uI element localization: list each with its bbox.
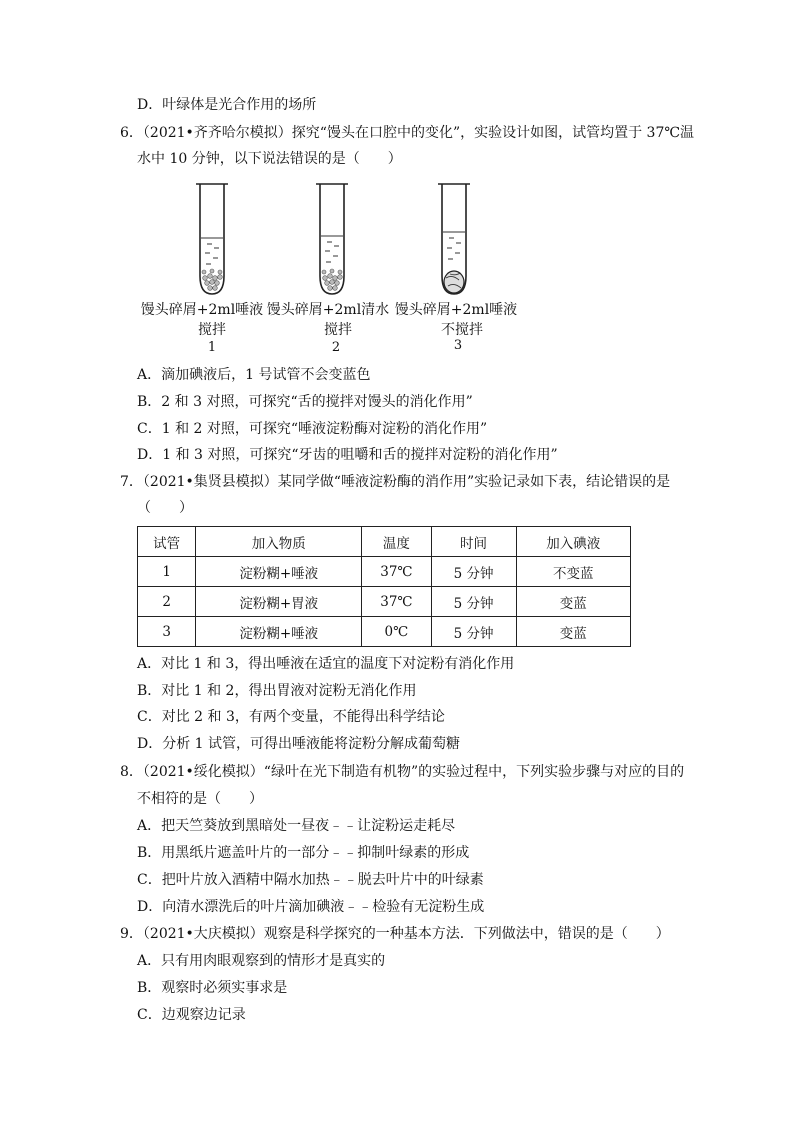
q9-option-c: C．边观察边记录 [137,1007,246,1023]
q9-stem-line1: 9．（2021•大庆模拟）观察是科学探究的一种基本方法．下列做法中，错误的是（ ） [120,926,670,942]
tube-3-caption-2: 不搅拌 [441,322,483,338]
tube-3-caption: 馒头碎屑+2ml唾液 [394,302,518,318]
table-cell: 5 分钟 [431,557,516,587]
q6-stem-line2: 水中 10 分钟，以下说法错误的是（ ） [137,151,402,167]
table-header: 时间 [431,527,516,557]
table-cell: 5 分钟 [431,587,516,617]
table-cell: 37℃ [362,587,431,617]
table-cell: 1 [138,557,196,587]
tube-1-number: 1 [207,340,217,355]
q6-stem-line1: 6．（2021•齐齐哈尔模拟）探究“馒头在口腔中的变化”，实验设计如图，试管均置于 37℃温 [120,125,695,141]
table-cell: 淀粉糊+唾液 [196,557,362,587]
table-header: 加入碘液 [516,527,630,557]
q5-option-d: D．叶绿体是光合作用的场所 [137,97,317,113]
q7-option-a: A．对比 1 和 3，得出唾液在适宜的温度下对淀粉有消化作用 [137,656,515,672]
tube-2-caption-2: 搅拌 [324,322,352,338]
q7-option-b: B．对比 1 和 2，得出胃液对淀粉无消化作用 [137,683,417,699]
table-header-row [138,527,631,557]
q9-option-b: B．观察时必须实事求是 [137,980,288,996]
table-cell: 37℃ [362,557,431,587]
table-cell: 5 分钟 [431,617,516,647]
table-cell: 3 [138,617,196,647]
tube-1-caption-2: 搅拌 [198,322,226,338]
table-header: 试管 [138,527,196,557]
table-cell: 2 [138,587,196,617]
q8-stem-line1: 8．（2021•绥化模拟）“绿叶在光下制造有机物”的实验过程中，下列实验步骤与对应的目的 [120,764,685,780]
q8-option-b: B．用黑纸片遮盖叶片的一部分﹣﹣抑制叶绿素的形成 [137,845,470,861]
q6-option-d: D．1 和 3 对照，可探究“牙齿的咀嚼和舌的搅拌对淀粉的消化作用” [137,447,558,463]
table-cell: 变蓝 [516,587,630,617]
test-tube-2 [316,184,348,294]
q6-option-a: A．滴加碘液后，1 号试管不会变蓝色 [137,367,371,383]
table-cell: 淀粉糊+唾液 [196,617,362,647]
q7-stem-line2: （ ） [137,500,193,516]
q6-option-c: C．1 和 2 对照，可探究“唾液淀粉酶对淀粉的消化作用” [137,421,488,437]
q7-option-d: D．分析 1 试管，可得出唾液能将淀粉分解成葡萄糖 [137,736,461,752]
tube-1-caption: 馒头碎屑+2ml唾液 [140,302,264,318]
tube-2-caption: 馒头碎屑+2ml清水 [266,302,390,318]
table-cell: 淀粉糊+胃液 [196,587,362,617]
tube-3-number: 3 [453,338,463,353]
table-header: 加入物质 [196,527,362,557]
table-row [138,617,631,647]
table-row [138,557,631,587]
q6-option-b: B．2 和 3 对照，可探究“舌的搅拌对馒头的消化作用” [137,394,473,410]
table-cell: 0℃ [362,617,431,647]
q8-option-a: A．把天竺葵放到黑暗处一昼夜﹣﹣让淀粉运走耗尽 [137,818,456,834]
table-cell: 变蓝 [516,617,630,647]
q9-option-a: A．只有用肉眼观察到的情形才是真实的 [137,953,386,969]
experiment-table [137,526,631,647]
q8-option-c: C．把叶片放入酒精中隔水加热﹣﹣脱去叶片中的叶绿素 [137,872,484,888]
tube-2-number: 2 [331,340,341,355]
test-tube-3 [438,184,470,294]
q7-option-c: C．对比 2 和 3，有两个变量，不能得出科学结论 [137,709,445,725]
table-header: 温度 [362,527,431,557]
test-tube-1 [196,184,228,294]
q7-stem-line1: 7．（2021•集贤县模拟）某同学做“唾液淀粉酶的消作用”实验记录如下表，结论错误的是 [120,474,671,490]
table-cell: 不变蓝 [516,557,630,587]
q8-option-d: D．向清水漂洗后的叶片滴加碘液﹣﹣检验有无淀粉生成 [137,899,485,915]
bread-chunk [444,271,464,293]
q8-stem-line2: 不相符的是（ ） [137,791,263,807]
table-row [138,587,631,617]
test-tube-figure [180,178,500,300]
